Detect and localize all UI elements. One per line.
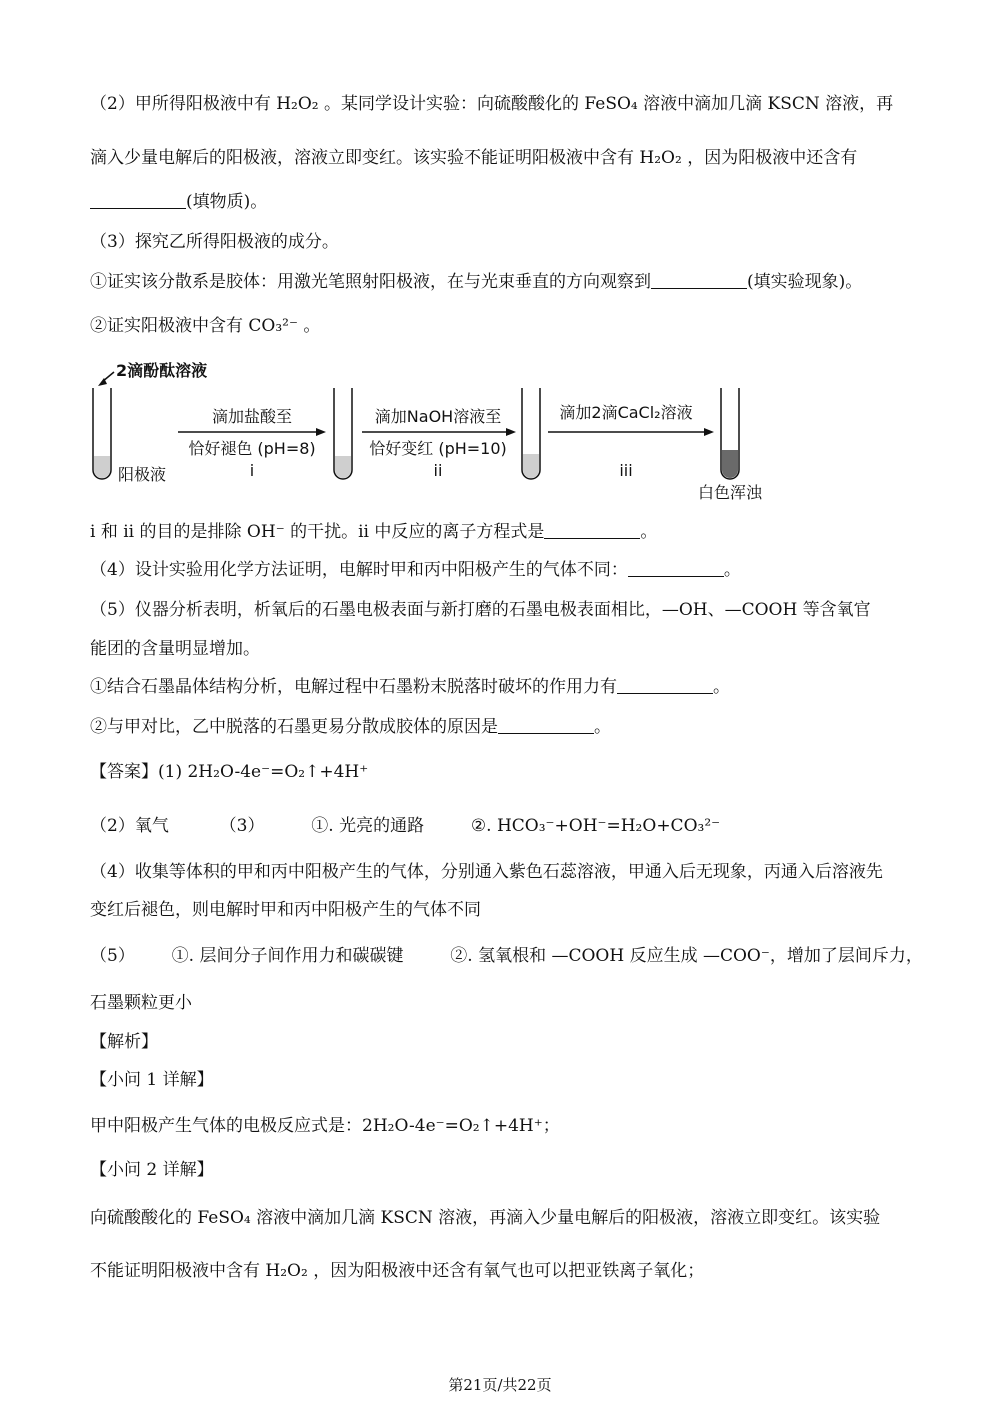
step3-top-text: 滴加2滴CaCl₂溶液 [559,403,693,422]
q4-suffix: 。 [723,560,741,580]
diagram-top-label: 2滴酚酞溶液 [116,361,208,380]
answer-5-label: （5） [90,946,135,966]
answer-blank [628,560,724,577]
answer-5-part1: ①. 层间分子间作用力和碳碳键 [171,946,404,966]
answer-blank [651,272,747,289]
q2-line3 [90,190,267,214]
analysis-sub2-line1: 向硫酸酸化的 FeSO₄ 溶液中滴加几滴 KSCN 溶液，再滴入少量电解后的阳极液，溶液立即变红。该实验 [90,1208,881,1228]
answer-blank [498,717,594,734]
q4-prefix: （4）设计实验用化学方法证明，电解时甲和丙中阳极产生的气体不同： [90,560,628,580]
answer-4-line2: 变红后褪色，则电解时甲和丙中阳极产生的气体不同 [90,900,481,920]
answer-4-line1: （4）收集等体积的甲和丙中阳极产生的气体，分别通入紫色石蕊溶液，甲通入后无现象，丙通入后溶液先 [90,862,883,882]
q5-line1: （5）仪器分析表明，析氧后的石墨电极表面与新打磨的石墨电极表面相比，—OH、—COOH 等含氧官 [90,600,871,620]
after-diagram-line [90,520,657,544]
answer-5-line2: 石墨颗粒更小 [90,993,192,1013]
answer-blank [544,522,640,539]
tube-3-liquid [523,454,539,478]
answer-3-part1: ①. 光亮的通路 [311,816,425,836]
tube-1-label: 阳极液 [118,465,167,484]
analysis-sub1-text: 甲中阳极产生气体的电极反应式是：2H₂O-4e⁻=O₂↑+4H⁺； [90,1116,560,1136]
q3-sub1 [90,270,862,294]
q5-sub1 [90,675,730,699]
answer-5-part2: ②. 氢氧根和 —COOH 反应生成 —COO⁻，增加了层间斥力， [450,946,923,966]
tube-4-label: 白色浑浊 [697,483,763,502]
step2-top-text: 滴加NaOH溶液至 [374,407,502,426]
step1-roman: i [249,461,255,480]
q4-line [90,558,741,582]
analysis-sub2-line2: 不能证明阳极液中含有 H₂O₂ ，因为阳极液中还含有氧气也可以把亚铁离子氧化； [90,1261,705,1281]
q3-sub1-prefix: ①证实该分散系是胶体：用激光笔照射阳极液，在与光束垂直的方向观察到 [90,272,651,292]
answer-5-line1 [90,944,923,968]
q2-line3-suffix: (填物质)。 [186,192,268,212]
step1-bottom-text: 恰好褪色 (pH=8) [188,439,316,458]
answer-3-part2: ②. HCO₃⁻+OH⁻=H₂O+CO₃²⁻ [470,816,721,836]
step-arrow-3-head [704,428,714,436]
analysis-title: 【解析】 [90,1032,158,1052]
step-arrow-1-head [316,428,326,436]
answer-1: 【答案】(1) 2H₂O-4e⁻=O₂↑+4H⁺ [90,762,369,782]
q3-title: （3）探究乙所得阳极液的成分。 [90,232,339,252]
q5-line2: 能团的含量明显增加。 [90,639,260,659]
tube-1-liquid [94,456,110,478]
step1-top-text: 滴加盐酸至 [211,407,293,426]
experiment-diagram [80,352,800,502]
analysis-sub1-title: 【小问 1 详解】 [90,1070,214,1090]
answer-2: （2）氧气 [90,816,169,836]
answer-3-label: （3） [219,816,265,836]
q5-sub2-suffix: 。 [594,717,611,737]
q5-sub1-prefix: ①结合石墨晶体结构分析，电解过程中石墨粉末脱落时破坏的作用力有 [90,677,617,697]
q3-sub2: ②证实阳极液中含有 CO₃²⁻ 。 [90,316,321,336]
q5-sub2 [90,715,611,739]
after-diagram-suffix: 。 [640,522,658,542]
q5-sub1-suffix: 。 [713,677,730,697]
answer-blank [90,192,186,209]
step3-roman: iii [619,461,633,480]
q2-line2: 滴入少量电解后的阳极液，溶液立即变红。该实验不能证明阳极液中含有 H₂O₂ ，因为阳极液中还含有 [90,148,858,168]
q3-sub1-suffix: (填实验现象)。 [747,272,863,292]
step-arrow-2-head [506,428,516,436]
analysis-sub2-title: 【小问 2 详解】 [90,1160,214,1180]
after-diagram-prefix: i 和 ii 的目的是排除 OH⁻ 的干扰。ii 中反应的离子方程式是 [90,522,545,542]
tube-2-liquid [335,456,351,478]
answer-2-3-line [90,814,720,838]
answer-blank [617,677,713,694]
step2-bottom-text: 恰好变红 (pH=10) [369,439,507,458]
page-footer: 第21页/共22页 [448,1376,552,1394]
step2-roman: ii [433,461,443,480]
tube-4-precipitate [722,450,738,478]
q5-sub2-prefix: ②与甲对比，乙中脱落的石墨更易分散成胶体的原因是 [90,717,498,737]
q2-line1: （2）甲所得阳极液中有 H₂O₂ 。某同学设计实验：向硫酸酸化的 FeSO₄ 溶液中滴加几滴 KSCN 溶液，再 [90,94,894,114]
